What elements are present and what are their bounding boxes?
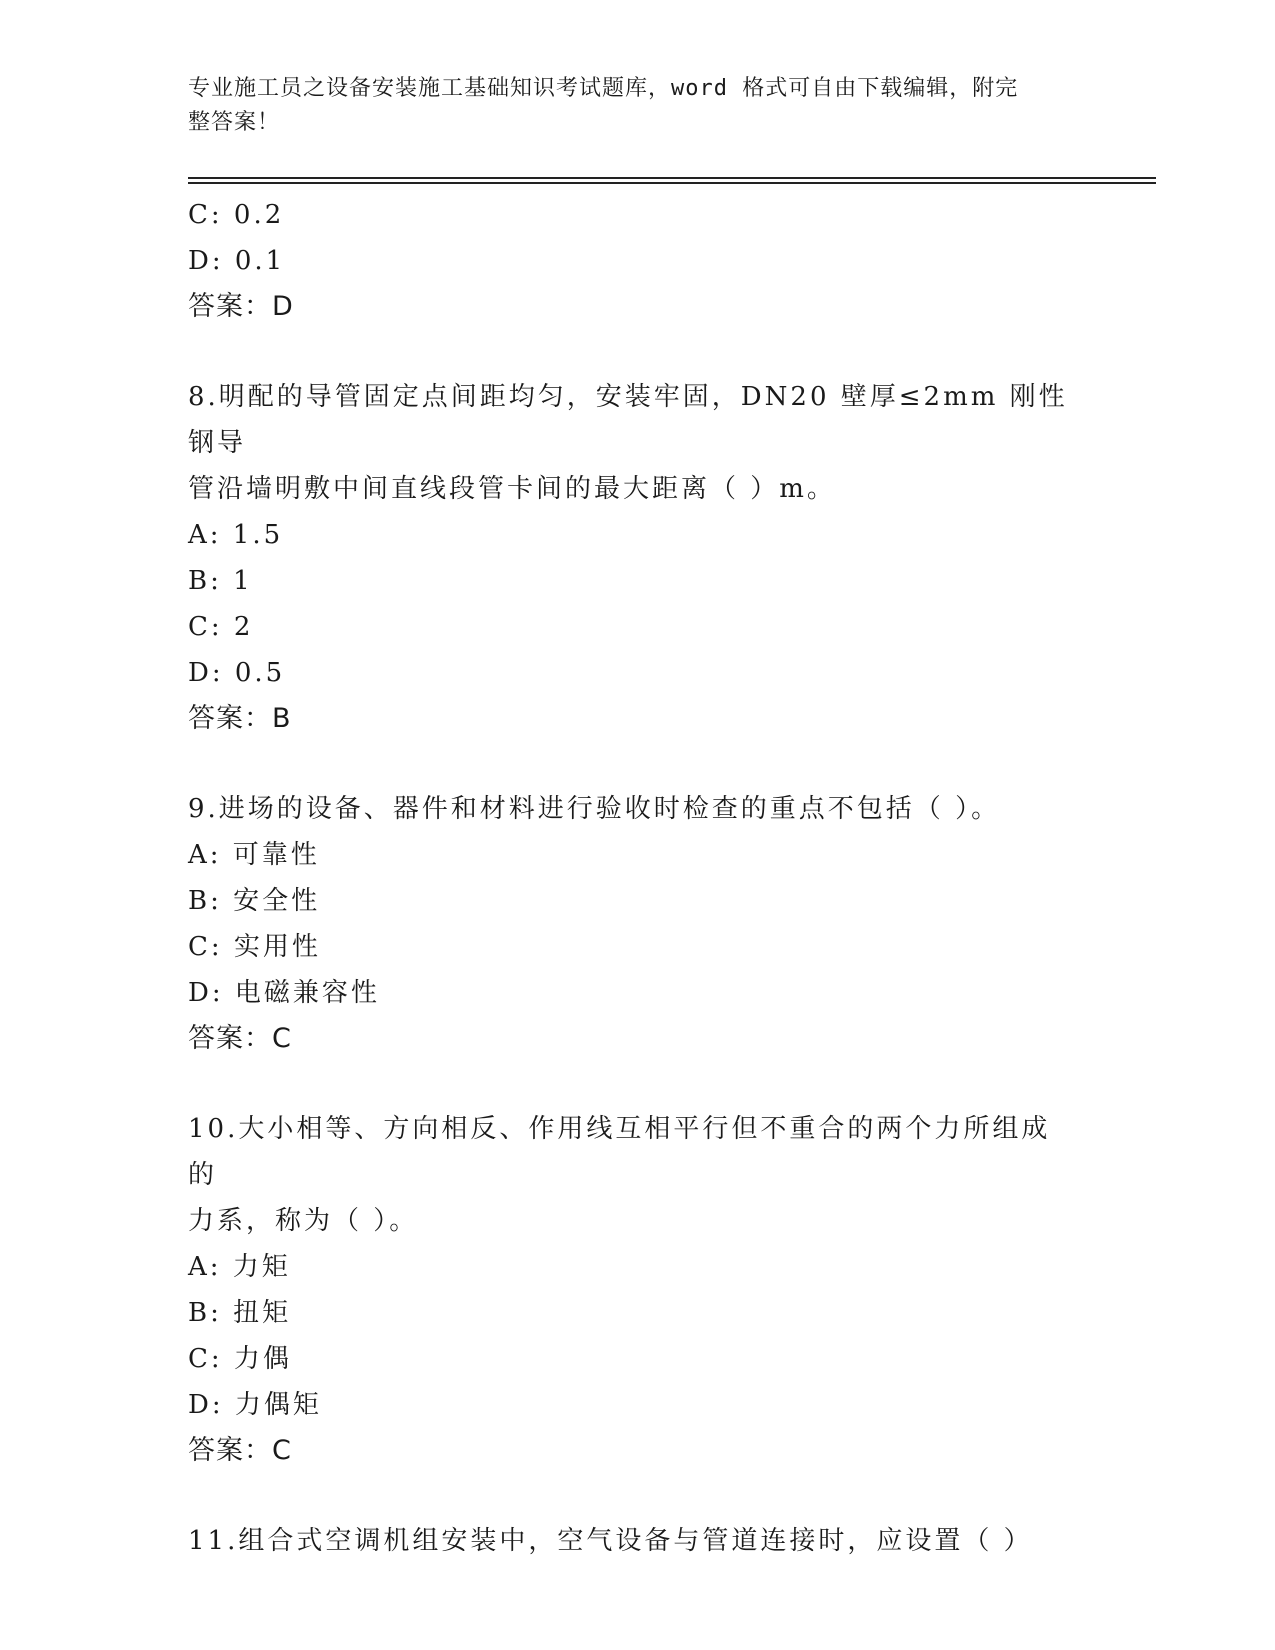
option-c: C: 2 [188,612,254,642]
question-text [188,786,1068,832]
question-text-line: 10.大小相等、方向相反、作用线互相平行但不重合的两个力所组成的 [188,1114,1051,1190]
question-text [188,1518,1068,1564]
question-10 [188,1106,1088,1474]
question-9 [188,786,1088,1062]
answer-line: 答案：D [188,291,294,322]
option-d: D: 电磁兼容性 [188,978,380,1008]
option-b: B: 安全性 [188,886,321,916]
question-text-line: 8.明配的导管固定点间距均匀，安装牢固，DN20 壁厚≤2mm 刚性钢导 [188,382,1068,458]
question-text [188,1106,1068,1244]
question-text-line: 9.进场的设备、器件和材料进行验收时检查的重点不包括（ ）。 [188,794,1001,824]
option-b: B: 扭矩 [188,1298,292,1328]
document-header [188,72,1068,140]
option-d: D: 力偶矩 [188,1390,322,1420]
question-8 [188,374,1088,742]
question-7-tail [188,192,1088,330]
question-11 [188,1518,1088,1564]
document-body [188,192,1088,1564]
header-line-2: 整答案！ [188,110,281,135]
option-b: B: 1 [188,566,253,596]
answer-line: 答案：B [188,703,292,734]
header-divider-bottom [188,182,1156,184]
question-text-line: 11.组合式空调机组安装中，空气设备与管道连接时，应设置（ ） [188,1526,1033,1556]
option-c: C: 0.2 [188,200,285,230]
question-text-line: 力系，称为（ ）。 [188,1206,419,1236]
question-text [188,374,1068,512]
question-text-line: 管沿墙明敷中间直线段管卡间的最大距离（ ）m。 [188,474,836,504]
option-d: D: 0.5 [188,658,286,688]
option-a: A: 1.5 [188,520,284,550]
option-a: A: 可靠性 [188,840,320,870]
option-d: D: 0.1 [188,246,286,276]
header-divider-top [188,177,1156,179]
header-line-1: 专业施工员之设备安装施工基础知识考试题库，word 格式可自由下载编辑，附完 [188,76,1019,101]
answer-line: 答案：C [188,1023,292,1054]
option-c: C: 力偶 [188,1344,292,1374]
option-a: A: 力矩 [188,1252,291,1282]
answer-line: 答案：C [188,1435,292,1466]
option-c: C: 实用性 [188,932,321,962]
